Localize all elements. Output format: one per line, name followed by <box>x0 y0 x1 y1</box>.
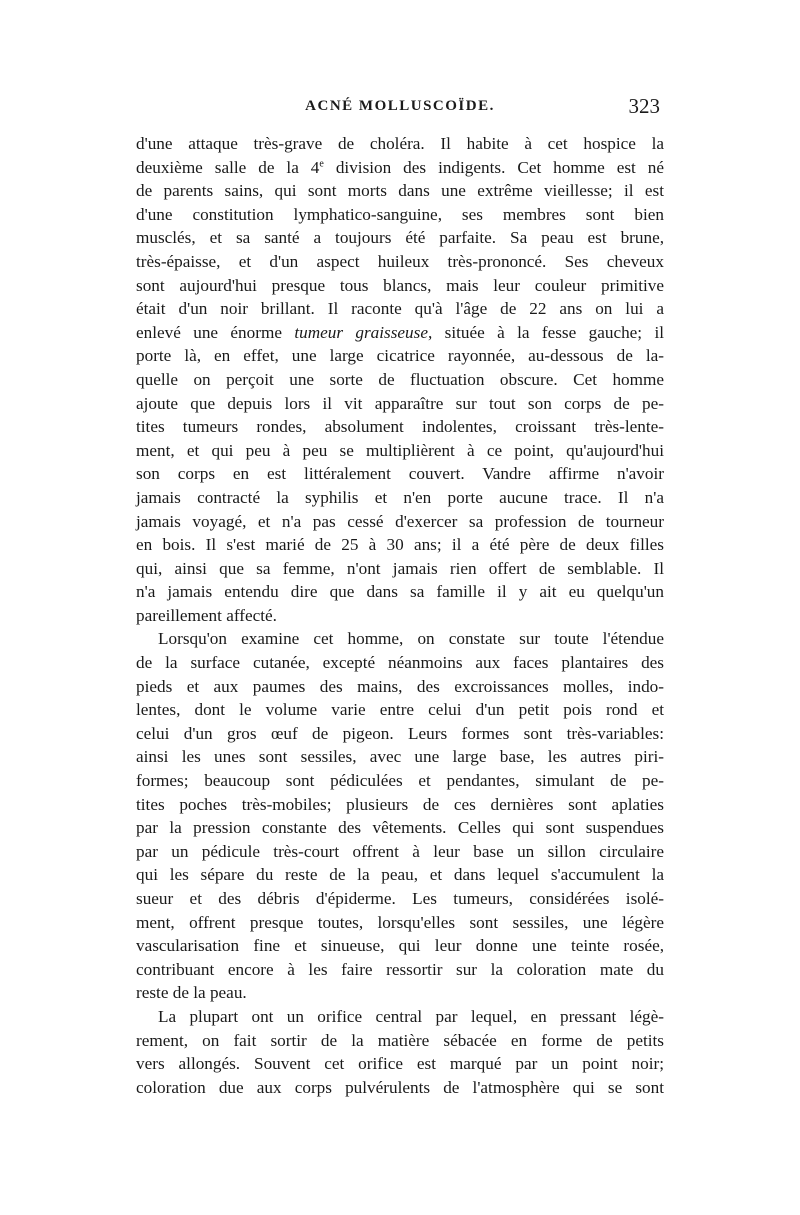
text-line: d'une attaque très-grave de choléra. Il habite à cet hospice la <box>136 134 664 153</box>
text-line: lentes, dont le volume varie entre celui d'un petit pois rond et <box>136 700 664 720</box>
text-line: sueur et des débris d'épiderme. Les tumeurs, considérées isolé- <box>136 889 664 908</box>
text-line: reste de la peau. <box>136 983 247 1003</box>
text-line: vers allongés. Souvent cet orifice est marqué par un point noir; <box>136 1054 664 1074</box>
text-line: qui, ainsi que sa femme, n'ont jamais rien offert de semblable. Il <box>136 558 664 578</box>
text-line: n'a jamais entendu dire que dans sa famille il y ait eu quelqu'un <box>136 582 664 602</box>
text-line: sont aujourd'hui presque tous blancs, mais leur couleur primitive <box>136 275 664 295</box>
text-line: ment, offrent presque toutes, lorsqu'elles sont sessiles, une légère <box>136 912 664 932</box>
text-line: ainsi les unes sont sessiles, avec une large base, les autres piri- <box>136 747 664 767</box>
text-line: La plupart ont un orifice central par lequel, en pressant légè- <box>158 1006 664 1026</box>
text-line: coloration due aux corps pulvérulents de l'atmosphère qui se sont <box>136 1077 664 1097</box>
text-line: pieds et aux paumes des mains, des excroissances molles, indo- <box>136 676 664 696</box>
text-line: vascularisation fine et sinueuse, qui leur donne une teinte rosée, <box>136 936 664 956</box>
text-line: tites tumeurs rondes, absolument indolentes, croissant très-lente- <box>136 417 664 437</box>
text-line: tites poches très-mobiles; plusieurs de ces dernières sont aplaties <box>136 794 664 814</box>
text-line: ment, et qui peu à peu se multiplièrent à ce point, qu'aujourd'hui <box>136 440 664 460</box>
text-line: de parents sains, qui sont morts dans une extrême vieillesse; il est <box>136 181 664 201</box>
text-line: son corps en est littéralement couvert. Vandre affirme n'avoir <box>136 464 664 484</box>
text-line: jamais voyagé, et n'a pas cessé d'exercer sa profession de tourneur <box>136 511 664 531</box>
text-line: jamais contracté la syphilis et n'en porte aucune trace. Il n'a <box>136 487 664 507</box>
running-title: ACNÉ MOLLUSCOÏDE. <box>305 98 495 114</box>
body-text <box>136 132 664 1099</box>
text-line: contribuant encore à les faire ressortir sur la coloration mate du <box>136 959 664 979</box>
text-line: en bois. Il s'est marié de 25 à 30 ans; il a été père de deux filles <box>136 535 664 555</box>
text-line: par un pédicule très-court offrent à leur base un sillon circulaire <box>136 841 664 861</box>
text-line: formes; beaucoup sont pédiculées et pendantes, simulant de pe- <box>136 771 664 791</box>
text-line: par la pression constante des vêtements. Celles qui sont suspendues <box>136 818 664 838</box>
running-head <box>136 94 664 126</box>
text-line: Lorsqu'on examine cet homme, on constate sur toute l'étendue <box>158 629 664 649</box>
text-line: de la surface cutanée, excepté néanmoins aux faces plantaires des <box>136 653 664 673</box>
text-line: était d'un noir brillant. Il raconte qu'à l'âge de 22 ans on lui a <box>136 299 664 319</box>
text-line: quelle on perçoit une sorte de fluctuation obscure. Cet homme <box>136 369 664 389</box>
text-line: enlevé une énorme tumeur graisseuse, située à la fesse gauche; il <box>136 322 664 342</box>
text-line: très-épaisse, et d'un aspect huileux très-prononcé. Ses cheveux <box>136 251 664 271</box>
text-line: qui les sépare du reste de la peau, et dans lequel s'accumulent la <box>136 865 664 885</box>
text-line: musclés, et sa santé a toujours été parfaite. Sa peau est brune, <box>136 228 664 248</box>
text-line: rement, on fait sortir de la matière sébacée en forme de petits <box>136 1030 664 1050</box>
text-line: celui d'un gros œuf de pigeon. Leurs formes sont très-variables: <box>136 723 664 743</box>
text-line: ajoute que depuis lors il vit apparaître sur tout son corps de pe- <box>136 393 664 413</box>
text-line: porte là, en effet, une large cicatrice rayonnée, au-dessous de la- <box>136 346 664 366</box>
text-line: d'une constitution lymphatico-sanguine, ses membres sont bien <box>136 204 664 224</box>
text-line: deuxième salle de la 4e division des indigents. Cet homme est né <box>136 157 664 177</box>
text-line: pareillement affecté. <box>136 605 277 625</box>
page-number: 323 <box>628 94 660 118</box>
